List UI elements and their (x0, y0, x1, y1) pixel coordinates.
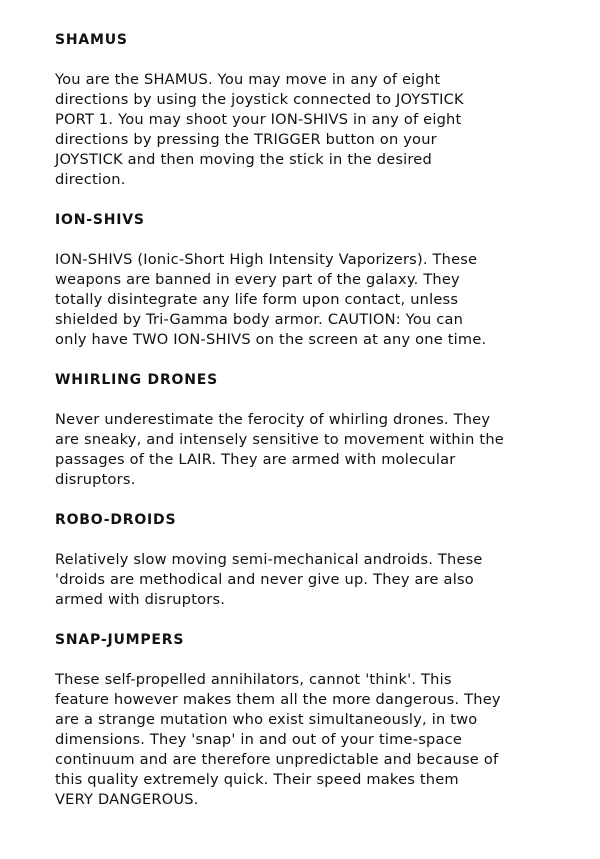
section-snap-jumpers (55, 630, 575, 810)
paragraph-line: directions by pressing the TRIGGER button on your (55, 131, 437, 148)
paragraph-line: You are the SHAMUS. You may move in any of eight (55, 71, 441, 88)
paragraph-line: passages of the LAIR. They are armed with molecular (55, 451, 456, 468)
paragraph-line: These self-propelled annihilators, cannot 'think'. This (55, 671, 452, 688)
section-robo-droids (55, 510, 575, 610)
paragraph-line: are sneaky, and intensely sensitive to movement within the (55, 431, 504, 448)
section-heading: SHAMUS (55, 32, 128, 48)
section-shamus (55, 30, 575, 190)
section-paragraph (55, 670, 575, 810)
section-ion-shivs (55, 210, 575, 350)
paragraph-line: ION-SHIVS (Ionic-Short High Intensity Vaporizers). These (55, 251, 478, 268)
paragraph-line: continuum and are therefore unpredictable and because of (55, 751, 499, 768)
paragraph-line: directions by using the joystick connected to JOYSTICK (55, 91, 464, 108)
paragraph-line: dimensions. They 'snap' in and out of your time-space (55, 731, 463, 748)
section-heading: ROBO-DROIDS (55, 512, 177, 528)
paragraph-line: totally disintegrate any life form upon contact, unless (55, 291, 459, 308)
paragraph-line: feature however makes them all the more dangerous. They (55, 691, 501, 708)
paragraph-line: disruptors. (55, 471, 136, 488)
paragraph-line: weapons are banned in every part of the galaxy. They (55, 271, 460, 288)
paragraph-line: direction. (55, 171, 126, 188)
section-paragraph (55, 550, 575, 610)
section-paragraph (55, 70, 575, 190)
paragraph-line: 'droids are methodical and never give up. They are also (55, 571, 474, 588)
section-heading: ION-SHIVS (55, 212, 145, 228)
section-whirling-drones (55, 370, 575, 490)
paragraph-line: PORT 1. You may shoot your ION-SHIVS in any of eight (55, 111, 462, 128)
section-paragraph (55, 410, 575, 490)
section-heading: WHIRLING DRONES (55, 372, 219, 388)
paragraph-line: armed with disruptors. (55, 591, 226, 608)
paragraph-line: Never underestimate the ferocity of whirling drones. They (55, 411, 491, 428)
paragraph-line: only have TWO ION-SHIVS on the screen at any one time. (55, 331, 487, 348)
paragraph-line: Relatively slow moving semi-mechanical androids. These (55, 551, 483, 568)
section-paragraph (55, 250, 575, 350)
section-heading: SNAP-JUMPERS (55, 632, 185, 648)
paragraph-line: VERY DANGEROUS. (55, 791, 199, 808)
manual-page (55, 30, 575, 830)
paragraph-line: JOYSTICK and then moving the stick in the desired (55, 151, 432, 168)
paragraph-line: shielded by Tri-Gamma body armor. CAUTION: You can (55, 311, 464, 328)
paragraph-line: this quality extremely quick. Their speed makes them (55, 771, 459, 788)
paragraph-line: are a strange mutation who exist simultaneously, in two (55, 711, 478, 728)
